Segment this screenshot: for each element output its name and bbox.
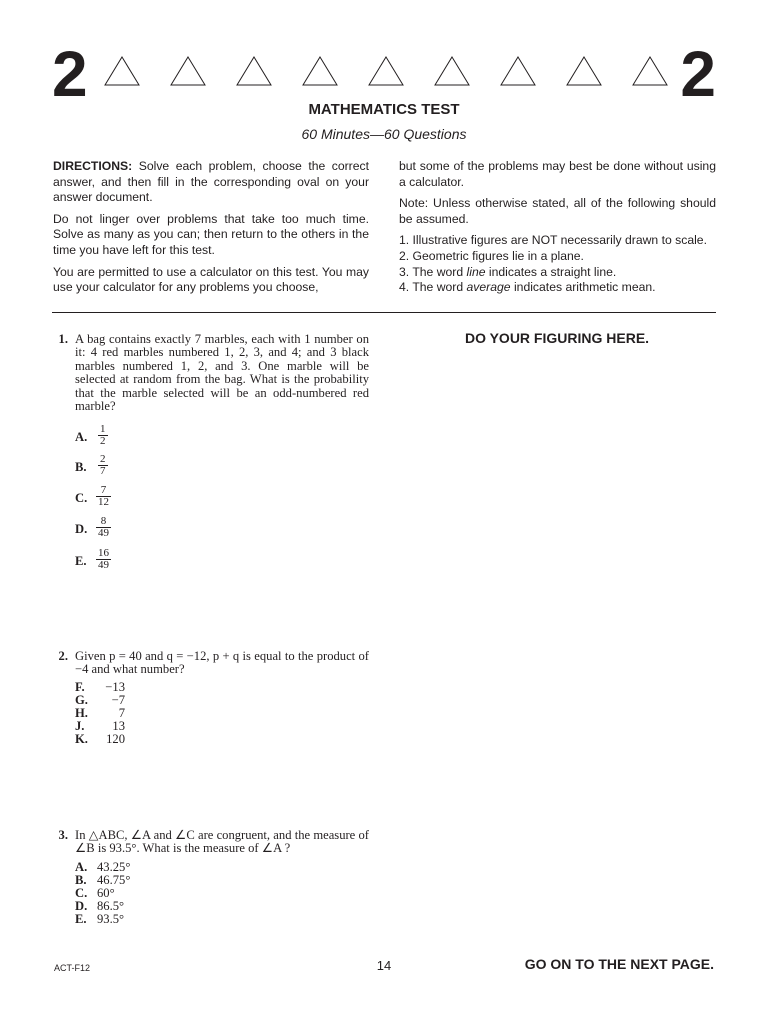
page-title: MATHEMATICS TEST	[308, 101, 460, 118]
option-e-fraction: $\frac{16}{49}$	[98, 547, 109, 571]
directions-p2: Do not linger over problems that take too much time. Solve as many as you can; then return to the others in the time you have left for this test.	[53, 211, 369, 257]
question-number: 3.	[58, 828, 68, 842]
option-h[interactable]: H. 7	[75, 706, 125, 720]
directions-p1: Solve each problem, choose the correct answer, and then fill in the corresponding oval on your answer document.	[53, 159, 369, 205]
option-a-fraction: $\frac{1}{2}$	[100, 423, 106, 447]
directions-right	[399, 159, 716, 296]
list-item: 4. The word average indicates arithmetic mean.	[399, 280, 656, 295]
section-number-left: 2	[52, 38, 88, 110]
question-text: Given p = 40 and q = −12, p + q is equal to the product of −4 and what number?	[75, 649, 369, 677]
list-item: 3. The word line indicates a straight line.	[399, 264, 617, 279]
form-code: ACT-F12	[54, 963, 91, 973]
next-page-notice: GO ON TO THE NEXT PAGE.	[524, 956, 714, 972]
option-d[interactable]: D.	[75, 522, 88, 536]
triangle-icon	[170, 56, 206, 86]
question-text: A bag contains exactly 7 marbles, each with 1 number on it: 4 red marbles numbered 1, 2, 3, and 4; and 3 black marbles numbered 1, 2, and 3. One marble will be selected at random from the bag. What is the probability that the marble selected will be an odd-numbered red marble?	[75, 332, 369, 414]
page-number: 14	[376, 958, 392, 973]
option-b-fraction: $\frac{2}{7}$	[100, 453, 106, 477]
option-c[interactable]: C. 60°	[75, 886, 115, 900]
option-d-fraction: $\frac{8}{49}$	[98, 515, 109, 539]
option-f[interactable]: F. −13	[75, 680, 125, 694]
option-a[interactable]: A.	[75, 430, 88, 444]
list-item: 2. Geometric figures lie in a plane.	[399, 248, 584, 263]
option-d[interactable]: D. 86.5°	[75, 899, 125, 913]
option-c[interactable]: C.	[75, 491, 88, 505]
question-number: 2.	[58, 649, 68, 663]
question-number: 1.	[58, 332, 68, 346]
option-e[interactable]: E. 93.5°	[75, 912, 125, 926]
triangle-icon	[632, 56, 668, 86]
option-g[interactable]: G. −7	[75, 693, 125, 707]
triangle-icon	[500, 56, 536, 86]
option-b[interactable]: B. 46.75°	[75, 873, 131, 887]
directions-p4: but some of the problems may best be done without using a calculator.	[399, 159, 716, 189]
list-item: 1. Illustrative figures are NOT necessarily drawn to scale.	[399, 233, 707, 248]
section-divider	[52, 312, 716, 313]
triangle-icon	[566, 56, 602, 86]
triangle-icon	[434, 56, 470, 86]
question-text: In △ABC, ∠A and ∠C are congruent, and the measure of ∠B is 93.5°. What is the measure of ∠A ?	[75, 828, 369, 856]
option-k[interactable]: K. 120	[75, 732, 125, 746]
triangle-divider	[104, 56, 670, 88]
section-number-right: 2	[680, 38, 716, 110]
directions-p3: You are permitted to use a calculator on this test. You may use your calculator for any problems you choose,	[53, 264, 369, 295]
directions-left	[53, 159, 369, 302]
option-c-fraction: $\frac{7}{12}$	[98, 484, 109, 508]
option-a[interactable]: A. 43.25°	[75, 860, 131, 874]
assumption-list	[399, 233, 716, 295]
directions-label: DIRECTIONS:	[53, 159, 133, 173]
directions-p5: Note: Unless otherwise stated, all of the following should be assumed.	[399, 196, 716, 226]
triangle-icon	[104, 56, 140, 86]
triangle-icon	[368, 56, 404, 86]
figuring-label: DO YOUR FIGURING HERE.	[464, 330, 650, 346]
triangle-icon	[236, 56, 272, 86]
option-b[interactable]: B.	[75, 460, 87, 474]
option-e[interactable]: E.	[75, 554, 87, 568]
triangle-icon	[302, 56, 338, 86]
option-j[interactable]: J. 13	[75, 719, 125, 733]
page-subtitle: 60 Minutes—60 Questions	[301, 126, 467, 142]
